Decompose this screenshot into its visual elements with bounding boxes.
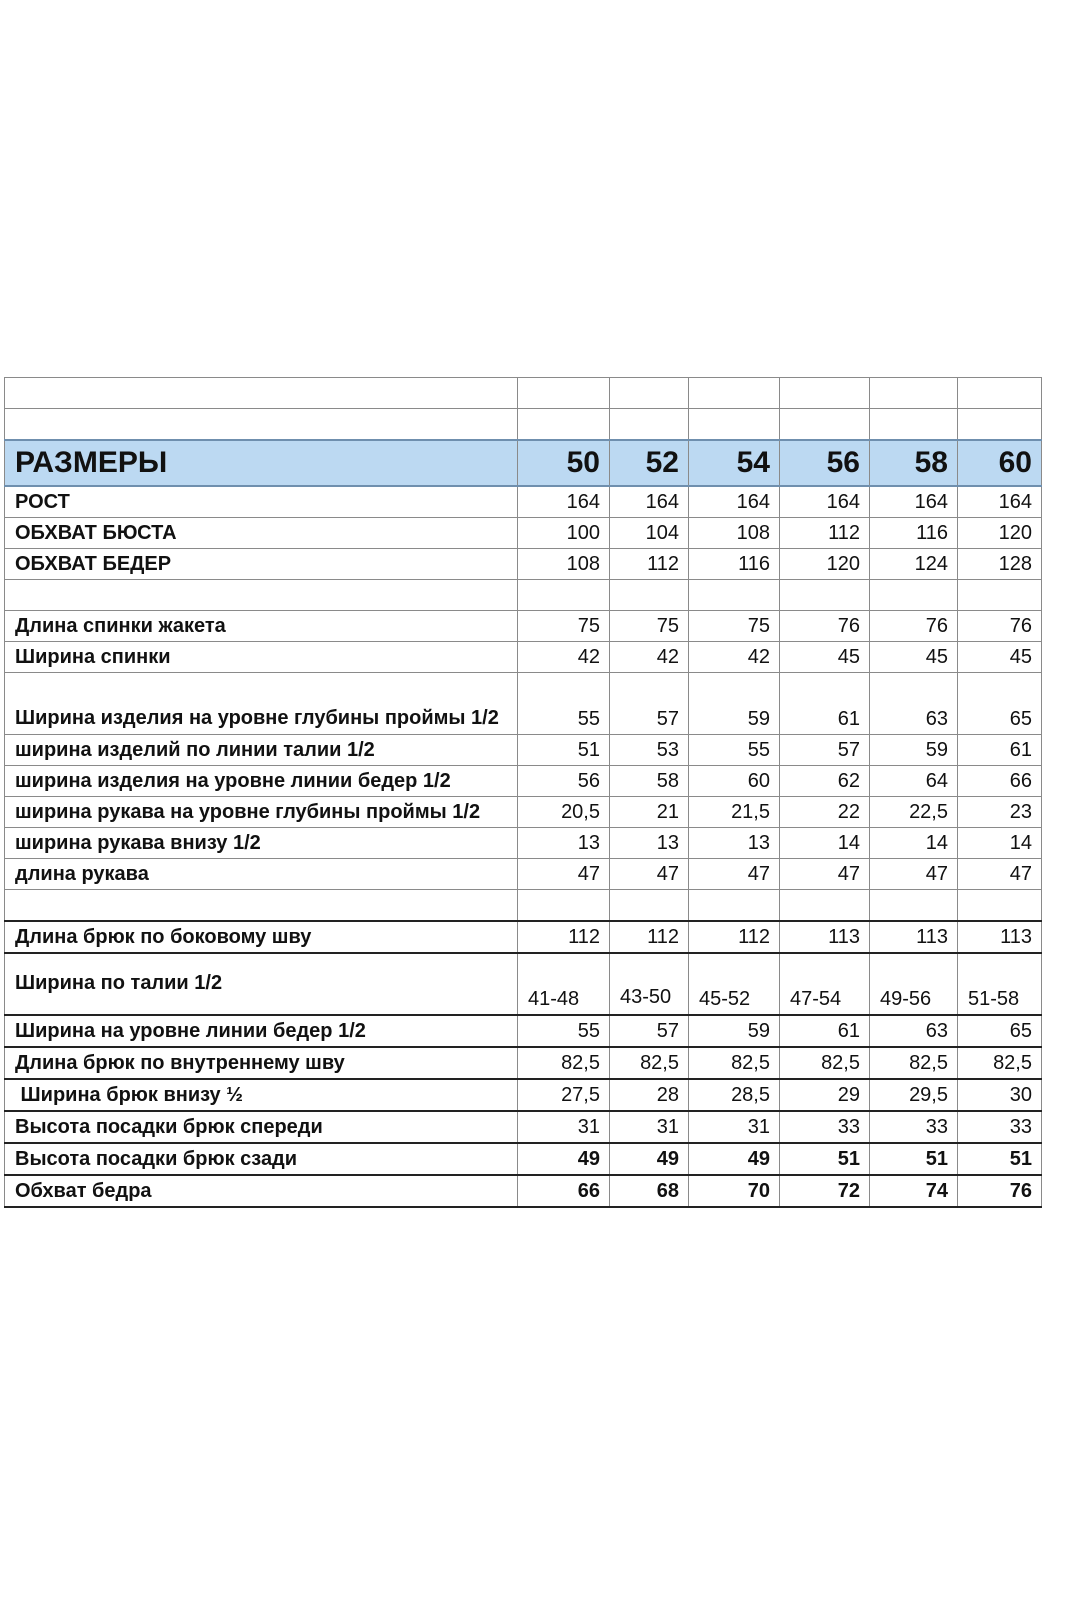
table-row <box>5 1015 1042 1047</box>
table-row <box>5 766 1042 797</box>
table-cell: 164 <box>870 486 958 518</box>
row-label: длина рукава <box>5 859 518 890</box>
table-cell: 47 <box>780 859 870 890</box>
table-cell: 28 <box>610 1079 689 1111</box>
row-label: Ширина изделия на уровне глубины проймы 1/2 <box>5 673 518 735</box>
table-cell: 45-52 <box>689 953 780 1015</box>
empty-row <box>5 580 1042 611</box>
size-header-cell: 58 <box>870 440 958 486</box>
table-row <box>5 642 1042 673</box>
table-cell: 22,5 <box>870 797 958 828</box>
table-cell: 82,5 <box>870 1047 958 1079</box>
table-cell: 75 <box>610 611 689 642</box>
table-cell: 72 <box>780 1175 870 1207</box>
table-cell: 60 <box>689 766 780 797</box>
table-cell: 45 <box>958 642 1042 673</box>
table-cell: 43-50 <box>610 953 689 1015</box>
table-cell: 29 <box>780 1079 870 1111</box>
table-cell: 120 <box>958 518 1042 549</box>
table-row <box>5 673 1042 735</box>
table-cell: 51 <box>958 1143 1042 1175</box>
sizes-header-label: РАЗМЕРЫ <box>5 440 518 486</box>
table-cell: 116 <box>870 518 958 549</box>
table-cell: 70 <box>689 1175 780 1207</box>
table-cell: 31 <box>689 1111 780 1143</box>
table-cell: 164 <box>518 486 610 518</box>
table-cell: 59 <box>870 735 958 766</box>
table-cell: 57 <box>780 735 870 766</box>
table-cell: 20,5 <box>518 797 610 828</box>
table-cell: 164 <box>958 486 1042 518</box>
row-label: Длина спинки жакета <box>5 611 518 642</box>
table-cell: 82,5 <box>518 1047 610 1079</box>
table-cell: 65 <box>958 1015 1042 1047</box>
row-label: ширина изделия на уровне линии бедер 1/2 <box>5 766 518 797</box>
row-label: Ширина брюк внизу ½ <box>5 1079 518 1111</box>
table-cell: 112 <box>780 518 870 549</box>
table-row <box>5 859 1042 890</box>
table-cell: 51 <box>870 1143 958 1175</box>
table-cell: 51 <box>518 735 610 766</box>
table-cell: 62 <box>780 766 870 797</box>
table-cell: 45 <box>870 642 958 673</box>
size-header-cell: 52 <box>610 440 689 486</box>
table-cell: 57 <box>610 673 689 735</box>
table-cell: 13 <box>518 828 610 859</box>
table-cell: 55 <box>518 673 610 735</box>
table-cell: 63 <box>870 673 958 735</box>
table-row <box>5 549 1042 580</box>
table-cell: 63 <box>870 1015 958 1047</box>
table-cell: 47 <box>689 859 780 890</box>
table-row <box>5 486 1042 518</box>
table-cell: 42 <box>518 642 610 673</box>
table-cell: 74 <box>870 1175 958 1207</box>
table-cell: 112 <box>610 921 689 953</box>
table-cell: 55 <box>518 1015 610 1047</box>
table-cell: 113 <box>870 921 958 953</box>
table-cell: 13 <box>689 828 780 859</box>
table-cell: 82,5 <box>610 1047 689 1079</box>
table-cell: 47 <box>958 859 1042 890</box>
row-label: Обхват бедра <box>5 1175 518 1207</box>
table-cell: 75 <box>518 611 610 642</box>
table-cell: 65 <box>958 673 1042 735</box>
size-header-cell: 60 <box>958 440 1042 486</box>
table-cell: 164 <box>780 486 870 518</box>
table-cell: 116 <box>689 549 780 580</box>
table-cell: 23 <box>958 797 1042 828</box>
row-label: Ширина спинки <box>5 642 518 673</box>
table-cell: 21,5 <box>689 797 780 828</box>
table-cell: 42 <box>610 642 689 673</box>
table-cell: 28,5 <box>689 1079 780 1111</box>
table-cell: 61 <box>780 673 870 735</box>
table-cell: 57 <box>610 1015 689 1047</box>
sizes-header-row <box>5 440 1042 486</box>
table-cell: 53 <box>610 735 689 766</box>
table-cell: 82,5 <box>689 1047 780 1079</box>
size-header-cell: 54 <box>689 440 780 486</box>
table-cell: 27,5 <box>518 1079 610 1111</box>
table-cell: 61 <box>780 1015 870 1047</box>
row-label: Длина брюк по боковому шву <box>5 921 518 953</box>
row-label: Ширина по талии 1/2 <box>5 953 518 1015</box>
table-cell: 21 <box>610 797 689 828</box>
table-cell: 49 <box>689 1143 780 1175</box>
table-cell: 14 <box>870 828 958 859</box>
table-cell: 51 <box>780 1143 870 1175</box>
table-cell: 59 <box>689 673 780 735</box>
table-cell: 49-56 <box>870 953 958 1015</box>
table-cell: 47-54 <box>780 953 870 1015</box>
table-cell: 112 <box>518 921 610 953</box>
table-cell: 47 <box>610 859 689 890</box>
row-label: Высота посадки брюк спереди <box>5 1111 518 1143</box>
row-label: ОБХВАТ БЮСТА <box>5 518 518 549</box>
table-cell: 59 <box>689 1015 780 1047</box>
table-row <box>5 611 1042 642</box>
table-cell: 29,5 <box>870 1079 958 1111</box>
table-row <box>5 828 1042 859</box>
table-cell: 13 <box>610 828 689 859</box>
table-cell: 112 <box>689 921 780 953</box>
table-cell: 108 <box>518 549 610 580</box>
table-cell: 42 <box>689 642 780 673</box>
table-cell: 66 <box>958 766 1042 797</box>
table-cell: 112 <box>610 549 689 580</box>
table-cell: 164 <box>689 486 780 518</box>
table-cell: 76 <box>958 611 1042 642</box>
table-cell: 56 <box>518 766 610 797</box>
table-cell: 31 <box>610 1111 689 1143</box>
table-cell: 61 <box>958 735 1042 766</box>
size-header-cell: 56 <box>780 440 870 486</box>
size-table <box>4 377 1042 1208</box>
table-cell: 47 <box>518 859 610 890</box>
table-cell: 45 <box>780 642 870 673</box>
table-cell: 30 <box>958 1079 1042 1111</box>
table-cell: 66 <box>518 1175 610 1207</box>
table-cell: 76 <box>958 1175 1042 1207</box>
table-cell: 64 <box>870 766 958 797</box>
table-row <box>5 518 1042 549</box>
table-row <box>5 735 1042 766</box>
table-cell: 76 <box>780 611 870 642</box>
table-cell: 33 <box>870 1111 958 1143</box>
table-cell: 82,5 <box>958 1047 1042 1079</box>
table-cell: 55 <box>689 735 780 766</box>
table-cell: 104 <box>610 518 689 549</box>
empty-row <box>5 409 1042 441</box>
row-label: РОСТ <box>5 486 518 518</box>
empty-row <box>5 890 1042 922</box>
table-cell: 75 <box>689 611 780 642</box>
row-label: ширина изделий по линии талии 1/2 <box>5 735 518 766</box>
table-cell: 128 <box>958 549 1042 580</box>
row-label: ОБХВАТ БЕДЕР <box>5 549 518 580</box>
size-chart <box>4 377 1042 1208</box>
table-cell: 41-48 <box>518 953 610 1015</box>
table-row <box>5 953 1042 1015</box>
table-cell: 124 <box>870 549 958 580</box>
row-label: Высота посадки брюк сзади <box>5 1143 518 1175</box>
table-cell: 164 <box>610 486 689 518</box>
table-cell: 22 <box>780 797 870 828</box>
table-cell: 100 <box>518 518 610 549</box>
table-row <box>5 1143 1042 1175</box>
table-row <box>5 797 1042 828</box>
table-cell: 33 <box>958 1111 1042 1143</box>
table-row <box>5 921 1042 953</box>
table-cell: 14 <box>958 828 1042 859</box>
empty-row <box>5 378 1042 409</box>
table-row <box>5 1111 1042 1143</box>
table-cell: 82,5 <box>780 1047 870 1079</box>
table-cell: 31 <box>518 1111 610 1143</box>
table-row <box>5 1175 1042 1207</box>
table-cell: 120 <box>780 549 870 580</box>
table-cell: 113 <box>958 921 1042 953</box>
table-cell: 47 <box>870 859 958 890</box>
row-label: Длина брюк по внутреннему шву <box>5 1047 518 1079</box>
table-cell: 68 <box>610 1175 689 1207</box>
table-cell: 49 <box>610 1143 689 1175</box>
size-header-cell: 50 <box>518 440 610 486</box>
table-cell: 51-58 <box>958 953 1042 1015</box>
table-row <box>5 1047 1042 1079</box>
table-cell: 113 <box>780 921 870 953</box>
table-row <box>5 1079 1042 1111</box>
table-cell: 49 <box>518 1143 610 1175</box>
table-cell: 33 <box>780 1111 870 1143</box>
row-label: ширина рукава внизу 1/2 <box>5 828 518 859</box>
row-label: Ширина на уровне линии бедер 1/2 <box>5 1015 518 1047</box>
row-label: ширина рукава на уровне глубины проймы 1/2 <box>5 797 518 828</box>
table-cell: 76 <box>870 611 958 642</box>
table-cell: 108 <box>689 518 780 549</box>
table-cell: 14 <box>780 828 870 859</box>
table-cell: 58 <box>610 766 689 797</box>
